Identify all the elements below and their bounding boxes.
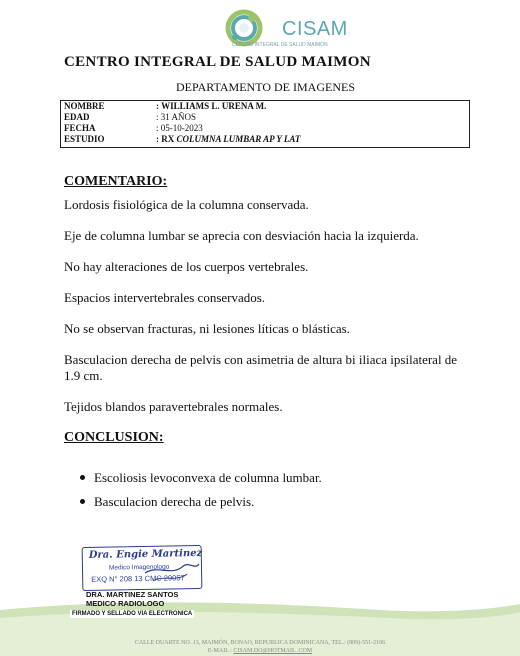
doctor-name: DRA. MARTINEZ SANTOS <box>86 590 179 599</box>
study-name: COLUMNA LUMBAR AP Y LAT <box>176 134 301 144</box>
comentario-paragraph: Espacios intervertebrales conservados. <box>64 290 266 305</box>
footer-email-link[interactable]: CISAM.DO@HOTMAIL .COM <box>233 648 313 654</box>
page-title: CENTRO INTEGRAL DE SALUD MAIMON <box>64 54 371 70</box>
info-label: ESTUDIO <box>64 134 105 144</box>
bullet-icon <box>80 475 85 480</box>
patient-info-box <box>60 100 470 148</box>
logo-subtext: CENTRO INTEGRAL DE SALUD MAIMON <box>232 42 328 48</box>
conclusion-heading: CONCLUSION: <box>64 430 164 445</box>
stamp-id: EXQ N° 208 13 CMC 29057 <box>91 573 185 584</box>
comentario-paragraph: No hay alteraciones de los cuerpos vertebrales. <box>64 259 309 274</box>
bullet-icon <box>80 499 85 504</box>
conclusion-item: Basculacion derecha de pelvis. <box>94 494 255 509</box>
signature-note: FIRMADO Y SELLADO VIA ELECTRONICA <box>72 611 193 617</box>
comentario-paragraph: Tejidos blandos paravertebrales normales. <box>64 399 283 414</box>
info-label: EDAD <box>64 112 90 122</box>
comentario-paragraph: Lordosis fisiológica de la columna conservada. <box>64 197 309 212</box>
footer-address: CALLE DUARTE NO. 13, MAIMÓN, BONAO, REPUBLICA DOMINICANA, TEL.: (809)-551-2106 <box>134 640 386 646</box>
conclusion-list <box>64 466 464 514</box>
info-value <box>156 134 300 145</box>
info-value: : WILLIAMS L. URENA M. <box>156 101 267 111</box>
department-title: DEPARTAMENTO DE IMAGENES <box>176 80 355 94</box>
comentario-paragraph: Basculacion derecha de pelvis con asimetria de altura bi iliaca ipsilateral de 1.9 cm. <box>64 352 458 383</box>
doctor-role: MEDICO RADIOLOGO <box>86 599 165 608</box>
footer-email-label: E-MAIL : <box>207 648 234 654</box>
conclusion-item: Escoliosis levoconvexa de columna lumbar. <box>94 470 322 485</box>
study-prefix: : RX <box>156 134 177 144</box>
stamp-role: Medico Imagenologo <box>108 563 170 572</box>
signature-stamp <box>82 545 203 591</box>
footer-email-line <box>0 648 520 654</box>
cisam-logo <box>218 6 348 50</box>
list-item <box>64 490 464 514</box>
logo-text: CISAM <box>282 18 348 40</box>
info-label: FECHA <box>64 123 96 133</box>
info-value: : 31 AÑOS <box>156 112 197 122</box>
comentario-heading: COMENTARIO: <box>64 174 168 189</box>
info-label: NOMBRE <box>64 101 105 111</box>
info-value: : 05-10-2023 <box>156 123 203 133</box>
stamp-name: Dra. Engie Martinez <box>88 547 203 561</box>
comentario-paragraph: No se observan fracturas, ni lesiones líticas o blásticas. <box>64 321 350 336</box>
comentario-paragraph: Eje de columna lumbar se aprecia con desviación hacia la izquierda. <box>64 228 419 243</box>
list-item <box>64 466 464 490</box>
